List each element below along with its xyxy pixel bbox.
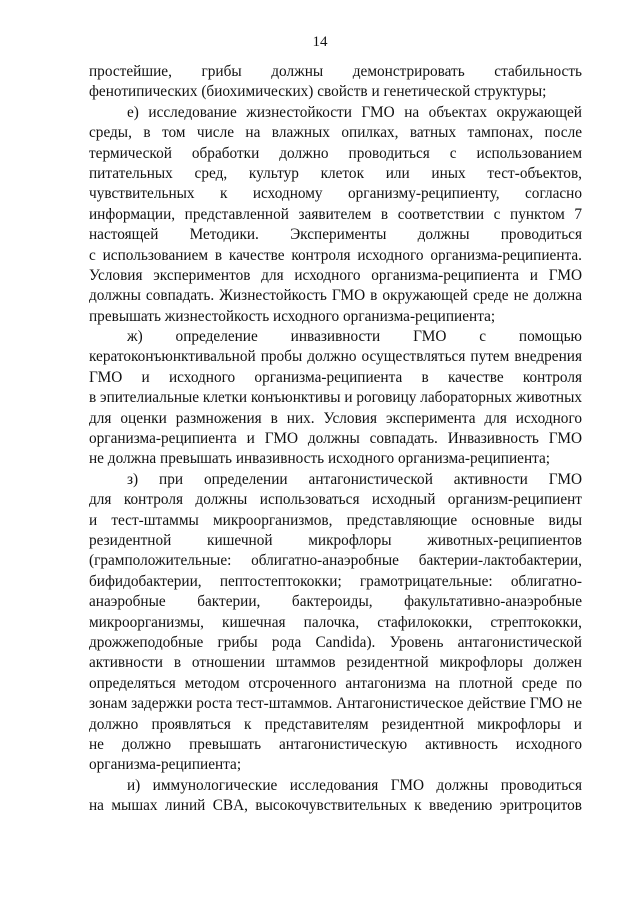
text-line: среды, в том числе на влажных опилках, ватных тампонах, после (89, 124, 582, 142)
text-line: резидентной кишечной микрофлоры животных-реципиентов (89, 531, 582, 549)
text-line: организма-реципиента; (89, 756, 242, 774)
text-line: микроорганизмы, кишечная палочка, стафилококки, стрептококки, (89, 613, 582, 631)
text-line: простейшие, грибы должны демонстрировать стабильность (89, 63, 582, 80)
text-line: Условия экспериментов для исходного организма-реципиента и ГМО (89, 266, 582, 284)
text-line: не должна превышать инвазивность исходного организма-реципиента; (89, 450, 551, 468)
text-line: термической обработки должно проводиться с использованием (89, 144, 582, 162)
text-line: ГМО и исходного организма-реципиента в качестве контроля (89, 368, 582, 386)
text-line: чувствительных к исходному организму-реципиенту, согласно (89, 185, 582, 203)
text-line: и) иммунологические исследования ГМО должны проводиться (127, 776, 582, 794)
text-line: должны совпадать. Жизнестойкость ГМО в окружающей среде не должна (89, 287, 582, 305)
text-line: кератоконъюнктивальной пробы должно осуществляться путем внедрения (89, 348, 582, 366)
text-line: бифидобактерии, пептостептококки; грамотрицательные: облигатно- (89, 572, 582, 590)
text-line: фенотипических (биохимических) свойств и генетической структуры; (89, 83, 547, 101)
page-number: 14 (312, 34, 328, 50)
text-line: настоящей Методики. Эксперименты должны проводиться (89, 226, 582, 244)
text-line: е) исследование жизнестойкости ГМО на объектах окружающей (127, 103, 582, 121)
text-line: определяться методом отсроченного антагонизма на плотной среде по (89, 674, 582, 692)
text-line: питательных сред, культур клеток или иных тест-объектов, (89, 164, 582, 182)
text-line: для контроля должны использоваться исходный организм-реципиент (89, 491, 582, 509)
text-line: и тест-штаммы микроорганизмов, представляющие основные виды (89, 511, 582, 529)
text-line: превышать жизнестойкость исходного организма-реципиента; (89, 307, 496, 325)
text-line: информации, представленной заявителем в соответствии с пунктом 7 (89, 205, 582, 223)
text-line: зонам задержки роста тест-штаммов. Антагонистическое действие ГМО не (89, 695, 582, 713)
text-line: дрожжеподобные грибы рода Candida). Уровень антагонистической (89, 633, 582, 651)
text-line: с использованием в качестве контроля исходного организма-реципиента. (89, 246, 582, 264)
text-line: анаэробные бактерии, бактероиды, факультативно-анаэробные (89, 593, 582, 611)
text-line: з) при определении антагонистической активности ГМО (127, 470, 582, 488)
text-line: не должно превышать антагонистическую активность исходного (89, 735, 582, 753)
text-line: (грамположительные: облигатно-анаэробные бактерии-лактобактерии, (89, 552, 582, 570)
text-line: организма-реципиента и ГМО должны совпадать. Инвазивность ГМО (89, 430, 582, 448)
text-line: в эпителиальные клетки конъюнктивы и роговицу лабораторных животных (89, 389, 582, 407)
text-line: для оценки размножения в них. Условия эксперимента для исходного (89, 409, 582, 427)
document-body-text (89, 62, 582, 816)
text-line: на мышах линий CBA, высокочувствительных к введению эритроцитов (89, 797, 582, 815)
text-line: активности в отношении штаммов резидентной микрофлоры должен (89, 654, 582, 672)
text-line: должно проявляться к представителям резидентной микрофлоры и (89, 715, 582, 733)
text-line: ж) определение инвазивности ГМО с помощью (127, 328, 582, 346)
